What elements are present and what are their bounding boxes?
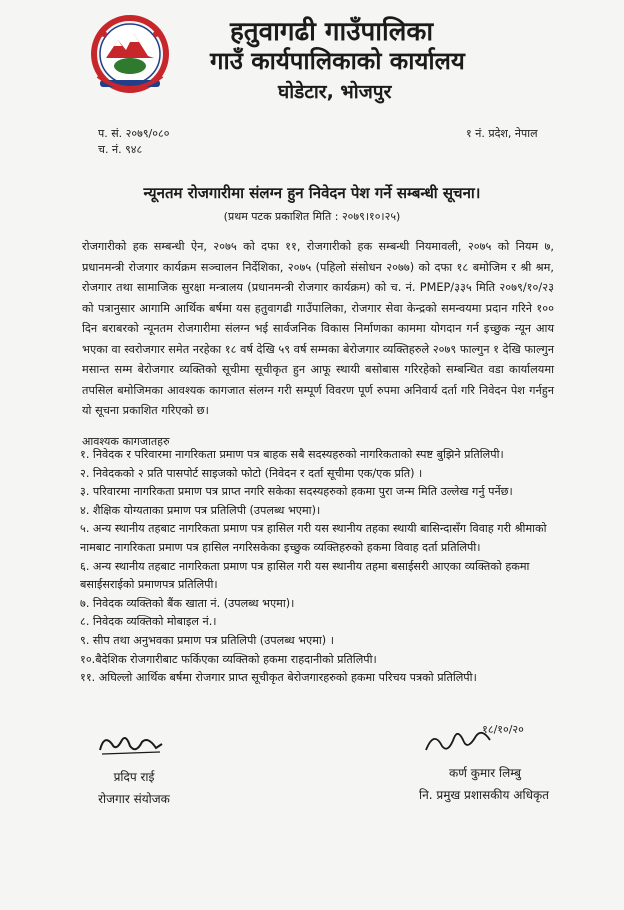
signatory-role-left: रोजगार संयोजक (98, 792, 170, 806)
requirement-item: ४. शैक्षिक योग्यताका प्रमाण पत्र प्रतिलिपी (उपलब्ध भएमा)। (80, 503, 321, 517)
requirement-item: ५. अन्य स्थानीय तहबाट नागरिकता प्रमाण पत्र हासिल गरी यस स्थानीय तहका स्थायी बासिन्दासँग विवाह गरी श्रीमाको नामबाट नागरिकता प्रमाण पत्र हासिल नगरिसकेका इच्छुक व्यक्तिहरुको हकमा विवाह दर्ता प्रतिलिपी। (80, 522, 547, 554)
signatory-role-right: नि. प्रमुख प्रशासकीय अधिकृत (418, 788, 550, 802)
notice-body: रोजगारीको हक सम्बन्धी ऐन, २०७५ को दफा ११, रोजगारीको हक सम्बन्धी नियमावली, २०७५ को नियम ७, प्रधानमन्त्री रोजगार कार्यक्रम सञ्चालन निर्देशिका, २०७५ (पहिलो संसोधन २०७७) को दफा १८ बमोजिम र श्री श्रम, रोजगार तथा सामाजिक सुरक्षा मन्त्रालय (प्रधानमन्त्री रोजगार कार्यक्रम) को च. नं. PMEP/३३५ मिति २०७९/१०/२३ को पत्रानुसार आगामि आर्थिक बर्षमा यस हतुवागढी गाउँपालिका, रोजगार सेवा केन्द्रको समन्वयमा प्रदान गरिने १०० दिन बराबरको न्यूनतम रोजगारीमा संलग्न भई सार्वजनिक विकास निर्माणका काममा योगदान गर्न इच्छुक न्यून आय भएका वा स्वरोजगार समेत नरहेका १८ वर्ष देखि ५९ वर्ष सम्मका बेरोजगार व्यक्तिहरुले २०७९ फाल्गुन १ देखि फाल्गुन मसान्त सम्म बेरोजगार व्यक्तिको सूचीमा सूचीकृत हुन आफू स्थायी बसोबास गरिरहेको सम्बन्धित वडा कार्यालयमा तपसिल बमोजिमका आवश्यक कागजात संलग्न गरी सम्पूर्ण विवरण पूर्ण रुपमा अनिवार्य दर्ता गरि निवेदन पेश गर्नहुन यो सूचना प्रकाशित गरिएको छ। (82, 240, 554, 417)
requirements-heading: आवश्यक कागजातहरु (82, 435, 170, 448)
signatory-name-right: कर्ण कुमार लिम्बु (449, 766, 521, 780)
dispatch-number: च. नं. ९४८ (98, 143, 143, 156)
requirement-item: ३. परिवारमा नागरिकता प्रमाण पत्र प्राप्त नगरि सकेका सदस्यहरुको हकमा पुरा जन्म मिति उल्लेख गर्नु पर्नेछ। (80, 485, 513, 499)
requirement-item: ७. निवेदक व्यक्तिको बैंक खाता नं. (उपलब्ध भएमा)। (80, 596, 295, 610)
requirement-item: १. निवेदक र परिवारमा नागरिकता प्रमाण पत्र बाहक सबै सदस्यहरुको नागरिकताको स्पष्ट बुझिने प्रतिलिपी। (80, 448, 504, 461)
office-address: घोडेटार, भोजपुर (278, 81, 392, 103)
signature-mark-left (96, 730, 166, 760)
requirement-item: ९. सीप तथा अनुभवका प्रमाण पत्र प्रतिलिपी (उपलब्ध भएमा) । (80, 633, 334, 647)
signatory-name-left: प्रदिप राई (113, 770, 155, 784)
requirement-item: ११. अघिल्लो आर्थिक बर्षमा रोजगार प्राप्त सूचीकृत बेरोजगारहरुको हकमा परिचय पत्रको प्रतिलिपी। (80, 671, 477, 685)
requirement-item: २. निवेदकको २ प्रति पासपोर्ट साइजको फोटो (निवेदन र दर्ता सूचीमा एक/एक प्रति) । (80, 466, 423, 480)
fiscal-year: प. सं. २०७९/०८० (98, 127, 170, 140)
notice-title: न्यूनतम रोजगारीमा संलग्न हुन निवेदन पेश गर्ने सम्बन्धी सूचना। (143, 184, 481, 202)
nepal-emblem-logo (90, 14, 170, 106)
requirement-item: १०.बैदेशिक रोजगारीबाट फर्किएका व्यक्तिको हकमा राहदानीको प्रतिलिपी। (80, 652, 377, 666)
notice-subtitle: (प्रथम पटक प्रकाशित मिति : २०७९।१०।२५) (223, 210, 401, 223)
requirement-item: ६. अन्य स्थानीय तहबाट नागरिकता प्रमाण पत्र हासिल गरी यस स्थानीय तहमा बसाईसरी आएका व्यक्तिको हकमा बसाईसराईको प्रमाणपत्र प्रतिलिपी। (80, 559, 530, 592)
province-label: १ नं. प्रदेश, नेपाल (466, 127, 538, 140)
municipality-name: हतुवागढी गाउँपालिका (230, 17, 434, 47)
requirements-list (80, 446, 560, 688)
office-name: गाउँ कार्यपालिकाको कार्यालय (210, 47, 465, 75)
handwritten-date: १८/१०/२० (482, 723, 524, 736)
requirement-item: ८. निवेदक व्यक्तिको मोबाइल नं.। (80, 615, 217, 629)
